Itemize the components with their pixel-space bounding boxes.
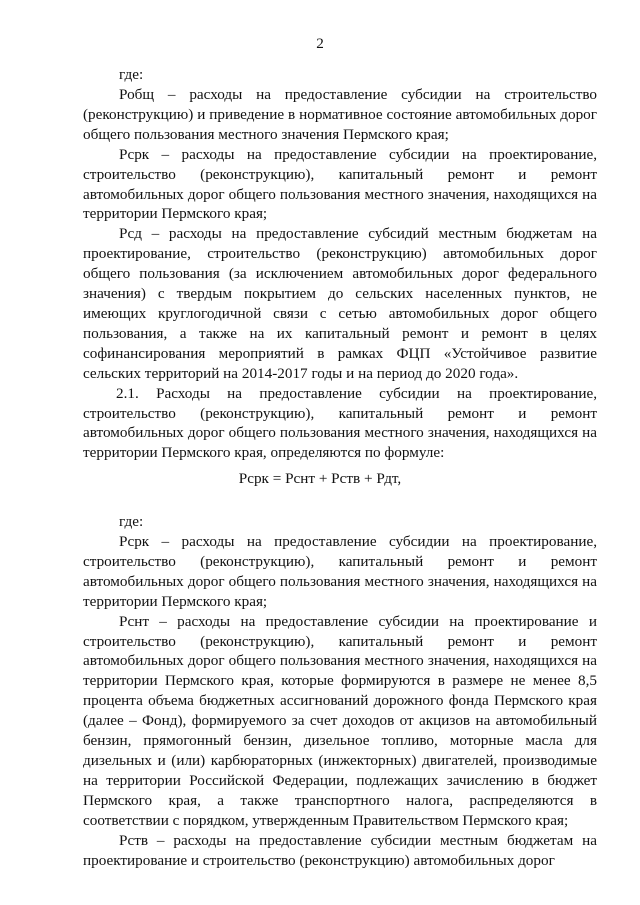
definition-rsnt: Рснт – расходы на предоставление субсидии на проектирование и строительство (реконструкцию), капитальный ремонт и ремонт автомобильных дорог общего пользования местного значения, находящихся на территории Пермского края, которые формируются в размере не менее 8,5 процента объема бюджетных ассигнований дорожного фонда Пермского края (далее – Фонд), формируемого за счет доходов от акцизов на автомобильный бензин, прямогонный бензин, дизельное топливо, моторные масла для дизельных и (или) карбюраторных (инжекторных) двигателей, производимые на территории Российской Федерации, подлежащих зачислению в бюджет Пермского края, а также транспортного налога, распределяются в соответствии с порядком, утвержденным Правительством Пермского края;	[83, 612, 597, 829]
definitions-block-1	[83, 85, 597, 463]
definition-rsrk: Рсрк – расходы на предоставление субсидии на проектирование, строительство (реконструкцию), капитальный ремонт и ремонт автомобильных дорог общего пользования местного значения, находящихся на территории Пермского края;	[83, 145, 597, 223]
where-label-2: где:	[119, 513, 144, 530]
where-label: где:	[119, 66, 144, 83]
definitions-block-2	[83, 532, 597, 870]
clause-2-1: 2.1. Расходы на предоставление субсидии на проектирование, строительство (реконструкцию), капитальный ремонт и ремонт автомобильных дорог общего пользования местного значения, находящихся на территории Пермского края, определяются по формуле:	[83, 384, 597, 462]
definition-robshch: Робщ – расходы на предоставление субсидии на строительство (реконструкцию) и приведение в нормативное состояние автомобильных дорог общего пользования местного значения Пермского края;	[83, 86, 597, 143]
page-number: 2	[316, 35, 324, 52]
definition-rstv: Рств – расходы на предоставление субсидии местным бюджетам на проектирование и строительство (реконструкцию) автомобильных дорог	[83, 831, 597, 869]
formula: Рсрк = Рснт + Рств + Рдт,	[238, 470, 402, 487]
definition-rsrk-2: Рсрк – расходы на предоставление субсидии на проектирование, строительство (реконструкцию), капитальный ремонт и ремонт автомобильных дорог общего пользования местного значения, находящихся на территории Пермского края;	[83, 533, 597, 610]
definition-rsd: Рсд – расходы на предоставление субсидий местным бюджетам на проектирование, строительство (реконструкцию) автомобильных дорог общего пользования (за исключением автомобильных дорог федерального значения) с твердым покрытием до сельских населенных пунктов, не имеющих круглогодичной связи с сетью автомобильных дорог общего пользования, а также на их капитальный ремонт и ремонт в целях софинансирования мероприятий в рамках ФЦП «Устойчивое развитие сельских территорий на 2014-2017 годы и на период до 2020 года».	[83, 225, 597, 382]
